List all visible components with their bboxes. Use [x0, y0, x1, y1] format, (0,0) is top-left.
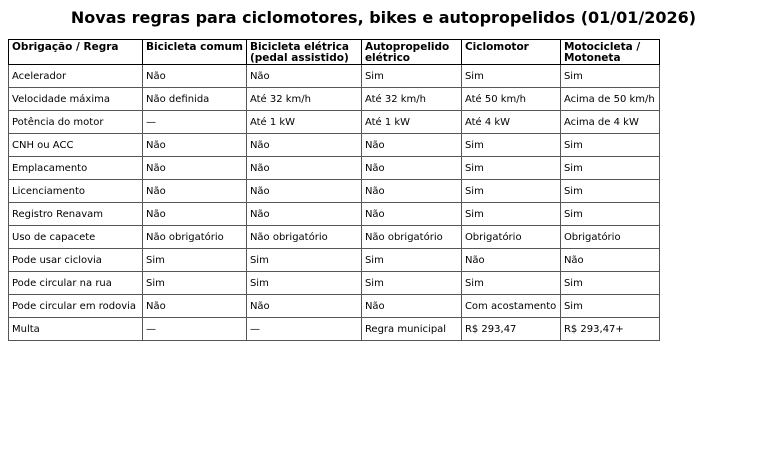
table-cell: Não — [361, 295, 461, 318]
table-cell: Sim — [361, 65, 461, 88]
table-row — [9, 180, 660, 203]
table-cell: Não definida — [143, 88, 247, 111]
table-cell: Sim — [246, 249, 361, 272]
table-cell: Não — [361, 180, 461, 203]
table-row — [9, 226, 660, 249]
row-label: Pode circular na rua — [9, 272, 143, 295]
rules-table — [8, 39, 660, 341]
table-cell: Sim — [461, 272, 560, 295]
column-header-line: Bicicleta elétrica — [249, 41, 350, 53]
table-cell: Até 1 kW — [246, 111, 361, 134]
table-cell: Não — [143, 180, 247, 203]
row-label: Registro Renavam — [9, 203, 143, 226]
table-cell: Até 1 kW — [361, 111, 461, 134]
row-label: Emplacamento — [9, 157, 143, 180]
table-cell: R$ 293,47 — [461, 318, 560, 341]
column-header — [560, 40, 659, 65]
table-cell: Sim — [461, 134, 560, 157]
table-cell: Acima de 4 kW — [560, 111, 659, 134]
table-cell: — — [143, 111, 247, 134]
table-row — [9, 157, 660, 180]
table-cell: Sim — [560, 295, 659, 318]
table-cell: — — [246, 318, 361, 341]
table-cell: Acima de 50 km/h — [560, 88, 659, 111]
table-cell: Não — [246, 295, 361, 318]
row-label: Licenciamento — [9, 180, 143, 203]
table-cell: Não — [143, 65, 247, 88]
table-cell: Sim — [361, 272, 461, 295]
column-header-line: Bicicleta comum — [146, 41, 243, 53]
table-cell: Obrigatório — [560, 226, 659, 249]
table-cell: Não — [361, 203, 461, 226]
table-row — [9, 203, 660, 226]
table-cell: Sim — [560, 134, 659, 157]
column-header — [143, 40, 247, 65]
table-cell: Sim — [143, 249, 247, 272]
table-cell: — — [143, 318, 247, 341]
table-cell: Não — [143, 203, 247, 226]
table-cell: Não — [361, 157, 461, 180]
table-cell: Não — [246, 180, 361, 203]
table-cell: Até 4 kW — [461, 111, 560, 134]
table-row — [9, 88, 660, 111]
table-cell: Sim — [461, 65, 560, 88]
table-cell: Não — [246, 134, 361, 157]
column-header-line: (pedal assistido) — [249, 52, 349, 64]
row-label: Pode usar ciclovia — [9, 249, 143, 272]
table-cell: Sim — [560, 272, 659, 295]
table-row — [9, 249, 660, 272]
table-cell: Sim — [361, 249, 461, 272]
table-cell: Com acostamento — [461, 295, 560, 318]
table-cell: Até 50 km/h — [461, 88, 560, 111]
chart-title: Novas regras para ciclomotores, bikes e autopropelidos (01/01/2026) — [70, 8, 697, 27]
row-label: Potência do motor — [9, 111, 143, 134]
table-row — [9, 318, 660, 341]
table-cell: Não — [143, 157, 247, 180]
table-cell: Sim — [560, 65, 659, 88]
column-header — [9, 40, 143, 65]
table-cell: Não obrigatório — [143, 226, 247, 249]
table-row — [9, 65, 660, 88]
table-cell: Não — [461, 249, 560, 272]
column-header-line: Motoneta — [563, 52, 621, 64]
row-label: Acelerador — [9, 65, 143, 88]
table-cell: Sim — [560, 180, 659, 203]
table-row — [9, 272, 660, 295]
table-cell: Sim — [461, 203, 560, 226]
row-label: Uso de capacete — [9, 226, 143, 249]
table-cell: Não — [143, 134, 247, 157]
table-row — [9, 134, 660, 157]
table-cell: Sim — [246, 272, 361, 295]
table-cell: R$ 293,47+ — [560, 318, 659, 341]
table-cell: Até 32 km/h — [246, 88, 361, 111]
column-header — [461, 40, 560, 65]
header-row — [9, 40, 660, 65]
table-cell: Sim — [560, 157, 659, 180]
column-header — [361, 40, 461, 65]
table-cell: Sim — [143, 272, 247, 295]
table-cell: Não obrigatório — [246, 226, 361, 249]
column-header — [246, 40, 361, 65]
table-cell: Não — [560, 249, 659, 272]
table-cell: Não — [246, 65, 361, 88]
table-row — [9, 295, 660, 318]
table-cell: Não — [361, 134, 461, 157]
row-label: Multa — [9, 318, 143, 341]
column-header-line: Motocicleta / — [563, 41, 641, 53]
table-cell: Não obrigatório — [361, 226, 461, 249]
column-header-line: Obrigação / Regra — [12, 41, 119, 53]
table-cell: Obrigatório — [461, 226, 560, 249]
table-cell: Não — [246, 203, 361, 226]
table-cell: Até 32 km/h — [361, 88, 461, 111]
column-header-line: Autopropelido — [364, 41, 450, 53]
table-cell: Sim — [560, 203, 659, 226]
table-cell: Sim — [461, 180, 560, 203]
row-label: Pode circular em rodovia — [9, 295, 143, 318]
column-header-line: Ciclomotor — [464, 41, 529, 53]
row-label: Velocidade máxima — [9, 88, 143, 111]
table-cell: Sim — [461, 157, 560, 180]
table-cell: Não — [246, 157, 361, 180]
row-label: CNH ou ACC — [9, 134, 143, 157]
table-cell: Regra municipal — [361, 318, 461, 341]
column-header-line: elétrico — [364, 52, 411, 64]
table-cell: Não — [143, 295, 247, 318]
table-row — [9, 111, 660, 134]
